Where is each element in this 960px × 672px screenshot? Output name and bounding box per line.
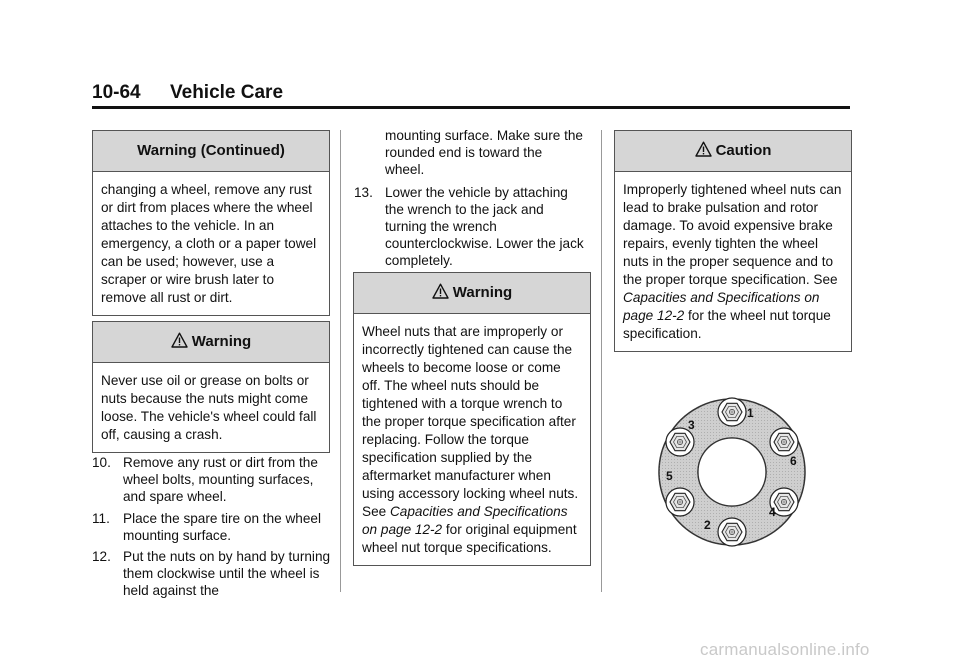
step-13 — [354, 184, 588, 269]
wheel-nut-sequence-diagram — [652, 392, 812, 552]
warning-nuts-header — [354, 273, 590, 314]
page-number: 10-64 — [92, 82, 141, 103]
warning-triangle-icon — [432, 283, 449, 299]
step-number: 10. — [92, 455, 111, 470]
step-number: 13. — [354, 185, 373, 200]
step-12 — [92, 548, 334, 599]
step-text: Remove any rust or dirt from the wheel bolts, mounting surfaces, and spare wheel. — [123, 455, 318, 504]
lug-nut-1 — [718, 398, 746, 426]
continuation-text: mounting surface. Make sure the rounded end is toward the wheel. — [385, 128, 583, 177]
step-text: Lower the vehicle by attaching the wrench to the jack and turning the wrench counterclockwise. Lower the jack completely. — [385, 185, 584, 268]
nut-label-6: 6 — [790, 454, 797, 468]
caution-text-end: for the wheel nut torque specification. — [623, 308, 831, 341]
step-number: 12. — [92, 549, 111, 564]
lug-nut-6 — [770, 428, 798, 456]
warning-oil-body: Never use oil or grease on bolts or nuts because the nuts might come loose. The vehicle's wheel could fall off, causing a crash. — [101, 373, 317, 442]
warning-continued-title: Warning (Continued) — [93, 131, 329, 172]
caution-box — [614, 130, 852, 352]
caution-spec-reference: Capacities and Specifications on page 12-2 — [623, 290, 820, 323]
nut-label-5: 5 — [666, 469, 673, 483]
nut-label-4: 4 — [769, 505, 776, 519]
warning-nuts-body — [354, 314, 590, 565]
warning-oil-header — [93, 322, 329, 363]
column-divider-1 — [340, 130, 341, 592]
warning-triangle-icon — [171, 332, 188, 348]
step-number: 11. — [92, 511, 110, 526]
warning-nuts-text: Wheel nuts that are improperly or incorrectly tightened can cause the wheels to become loose or come off. The wheel nuts should be tightened with a torque wrench to the proper torque specification after replacing. Follow the torque specification supplied by the aftermarket manufacturer when using accessory locking wheel nuts. See — [362, 324, 579, 519]
step-11 — [92, 510, 332, 544]
lug-nut-2 — [718, 518, 746, 546]
lug-nut-3 — [666, 428, 694, 456]
step-12-continuation — [385, 127, 585, 178]
warning-nuts-text-end: for original equipment wheel nut torque specifications. — [362, 522, 577, 555]
step-text: Place the spare tire on the wheel mounting surface. — [123, 511, 321, 543]
warning-nuts-title: Warning — [452, 284, 513, 301]
warning-continued-box — [92, 130, 330, 316]
watermark: carmanualsonline.info — [700, 640, 870, 659]
page-header — [92, 80, 850, 109]
warning-continued-body: changing a wheel, remove any rust or dirt from places where the wheel attaches to the vehicle. In an emergency, a cloth or a paper towel can be used; however, use a scraper or wire brush later to remove all rust or dirt. — [101, 182, 317, 305]
spec-reference-link: Capacities and Specifications on page 12-2 — [362, 504, 568, 537]
nut-label-3: 3 — [688, 418, 695, 432]
caution-title: Caution — [715, 142, 772, 159]
nut-label-1: 1 — [747, 406, 754, 420]
section-title: Vehicle Care — [170, 82, 284, 103]
warning-oil-title: Warning — [191, 333, 252, 350]
caution-triangle-icon — [695, 141, 712, 157]
lug-nut-5 — [666, 488, 694, 516]
warning-box-wheel-nuts — [353, 272, 591, 566]
step-text: Put the nuts on by hand by turning them clockwise until the wheel is held against the — [123, 549, 331, 598]
column-divider-2 — [601, 130, 602, 592]
warning-box-oil — [92, 321, 330, 453]
caution-body — [615, 172, 851, 351]
caution-header — [615, 131, 851, 172]
step-10 — [92, 454, 332, 505]
caution-text: Improperly tightened wheel nuts can lead to brake pulsation and rotor damage. To avoid expensive brake repairs, evenly tighten the wheel nuts in the proper sequence and to the proper torque specification. See — [623, 182, 842, 287]
nut-label-2: 2 — [704, 518, 711, 532]
